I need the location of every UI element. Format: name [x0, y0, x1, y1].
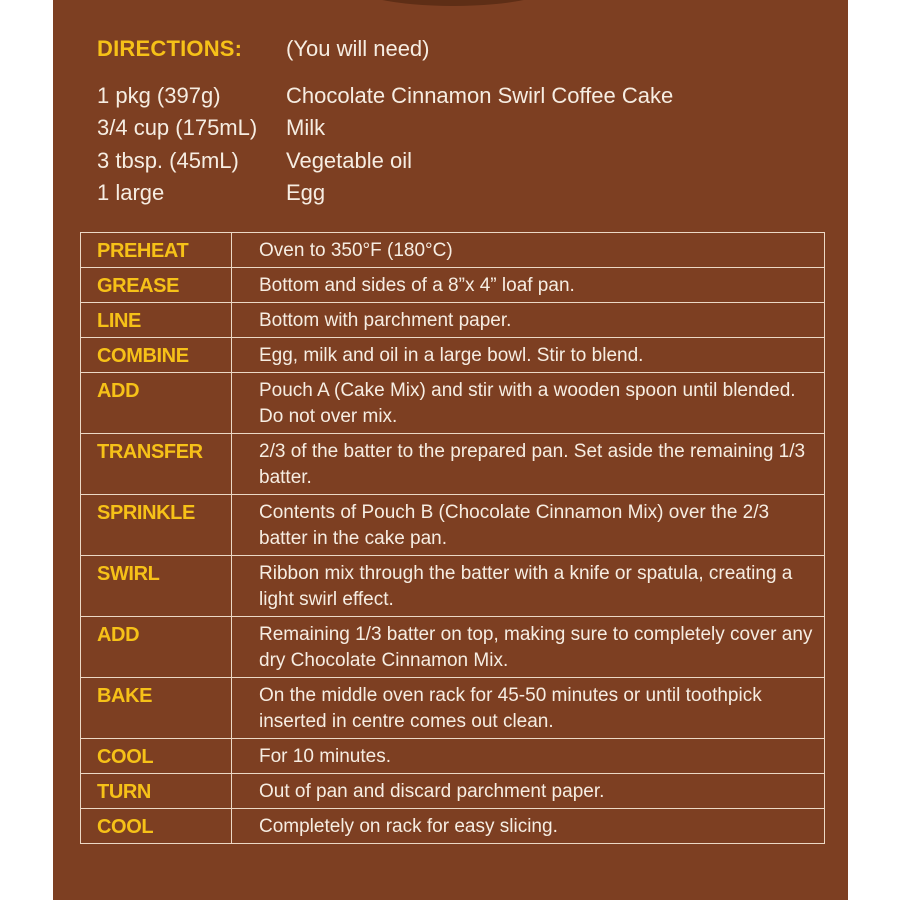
step-detail: Out of pan and discard parchment paper.: [232, 774, 825, 809]
step-detail: Ribbon mix through the batter with a knife or spatula, creating a light swirl effect.: [232, 556, 825, 617]
step-row: [81, 338, 825, 373]
step-detail: For 10 minutes.: [232, 739, 825, 774]
directions-heading: DIRECTIONS:: [97, 36, 243, 61]
ingredient-row: [97, 115, 817, 147]
ingredient-row: [97, 83, 817, 115]
directions-header-row: [97, 36, 817, 68]
step-row: [81, 434, 825, 495]
ingredient-item: Vegetable oil: [286, 148, 412, 173]
step-detail: Contents of Pouch B (Chocolate Cinnamon Mix) over the 2/3 batter in the cake pan.: [232, 495, 825, 556]
step-action: COOL: [81, 739, 232, 774]
steps-table: [80, 232, 825, 844]
step-detail: Oven to 350°F (180°C): [232, 233, 825, 268]
step-action: SPRINKLE: [81, 495, 232, 556]
step-action: COMBINE: [81, 338, 232, 373]
ingredient-row: [97, 180, 817, 212]
step-action: LINE: [81, 303, 232, 338]
step-row: [81, 373, 825, 434]
step-action: SWIRL: [81, 556, 232, 617]
ingredient-amount: 3 tbsp. (45mL): [97, 148, 239, 173]
directions-note: (You will need): [286, 36, 430, 61]
step-action: GREASE: [81, 268, 232, 303]
step-row: [81, 233, 825, 268]
step-row: [81, 556, 825, 617]
step-row: [81, 617, 825, 678]
step-row: [81, 495, 825, 556]
step-row: [81, 268, 825, 303]
step-row: [81, 809, 825, 844]
step-detail: Bottom with parchment paper.: [232, 303, 825, 338]
ingredient-amount: 3/4 cup (175mL): [97, 115, 258, 140]
step-row: [81, 678, 825, 739]
step-detail: Bottom and sides of a 8”x 4” loaf pan.: [232, 268, 825, 303]
step-row: [81, 303, 825, 338]
step-action: BAKE: [81, 678, 232, 739]
step-action: COOL: [81, 809, 232, 844]
step-action: ADD: [81, 617, 232, 678]
ingredient-item: Chocolate Cinnamon Swirl Coffee Cake: [286, 83, 674, 108]
step-row: [81, 774, 825, 809]
recipe-panel: [53, 0, 848, 900]
step-detail: Egg, milk and oil in a large bowl. Stir to blend.: [232, 338, 825, 373]
step-detail: Pouch A (Cake Mix) and stir with a wooden spoon until blended. Do not over mix.: [232, 373, 825, 434]
ingredient-amount: 1 pkg (397g): [97, 83, 221, 108]
step-row: [81, 739, 825, 774]
step-detail: Completely on rack for easy slicing.: [232, 809, 825, 844]
ingredient-item: Milk: [286, 115, 326, 140]
ingredient-row: [97, 148, 817, 180]
ingredient-amount: 1 large: [97, 180, 165, 205]
step-detail: On the middle oven rack for 45-50 minutes or until toothpick inserted in centre comes out clean.: [232, 678, 825, 739]
step-action: ADD: [81, 373, 232, 434]
step-action: TRANSFER: [81, 434, 232, 495]
step-action: PREHEAT: [81, 233, 232, 268]
product-image-edge: [348, 0, 558, 6]
ingredient-item: Egg: [286, 180, 326, 205]
step-detail: 2/3 of the batter to the prepared pan. Set aside the remaining 1/3 batter.: [232, 434, 825, 495]
step-action: TURN: [81, 774, 232, 809]
step-detail: Remaining 1/3 batter on top, making sure to completely cover any dry Chocolate Cinnamon Mix.: [232, 617, 825, 678]
